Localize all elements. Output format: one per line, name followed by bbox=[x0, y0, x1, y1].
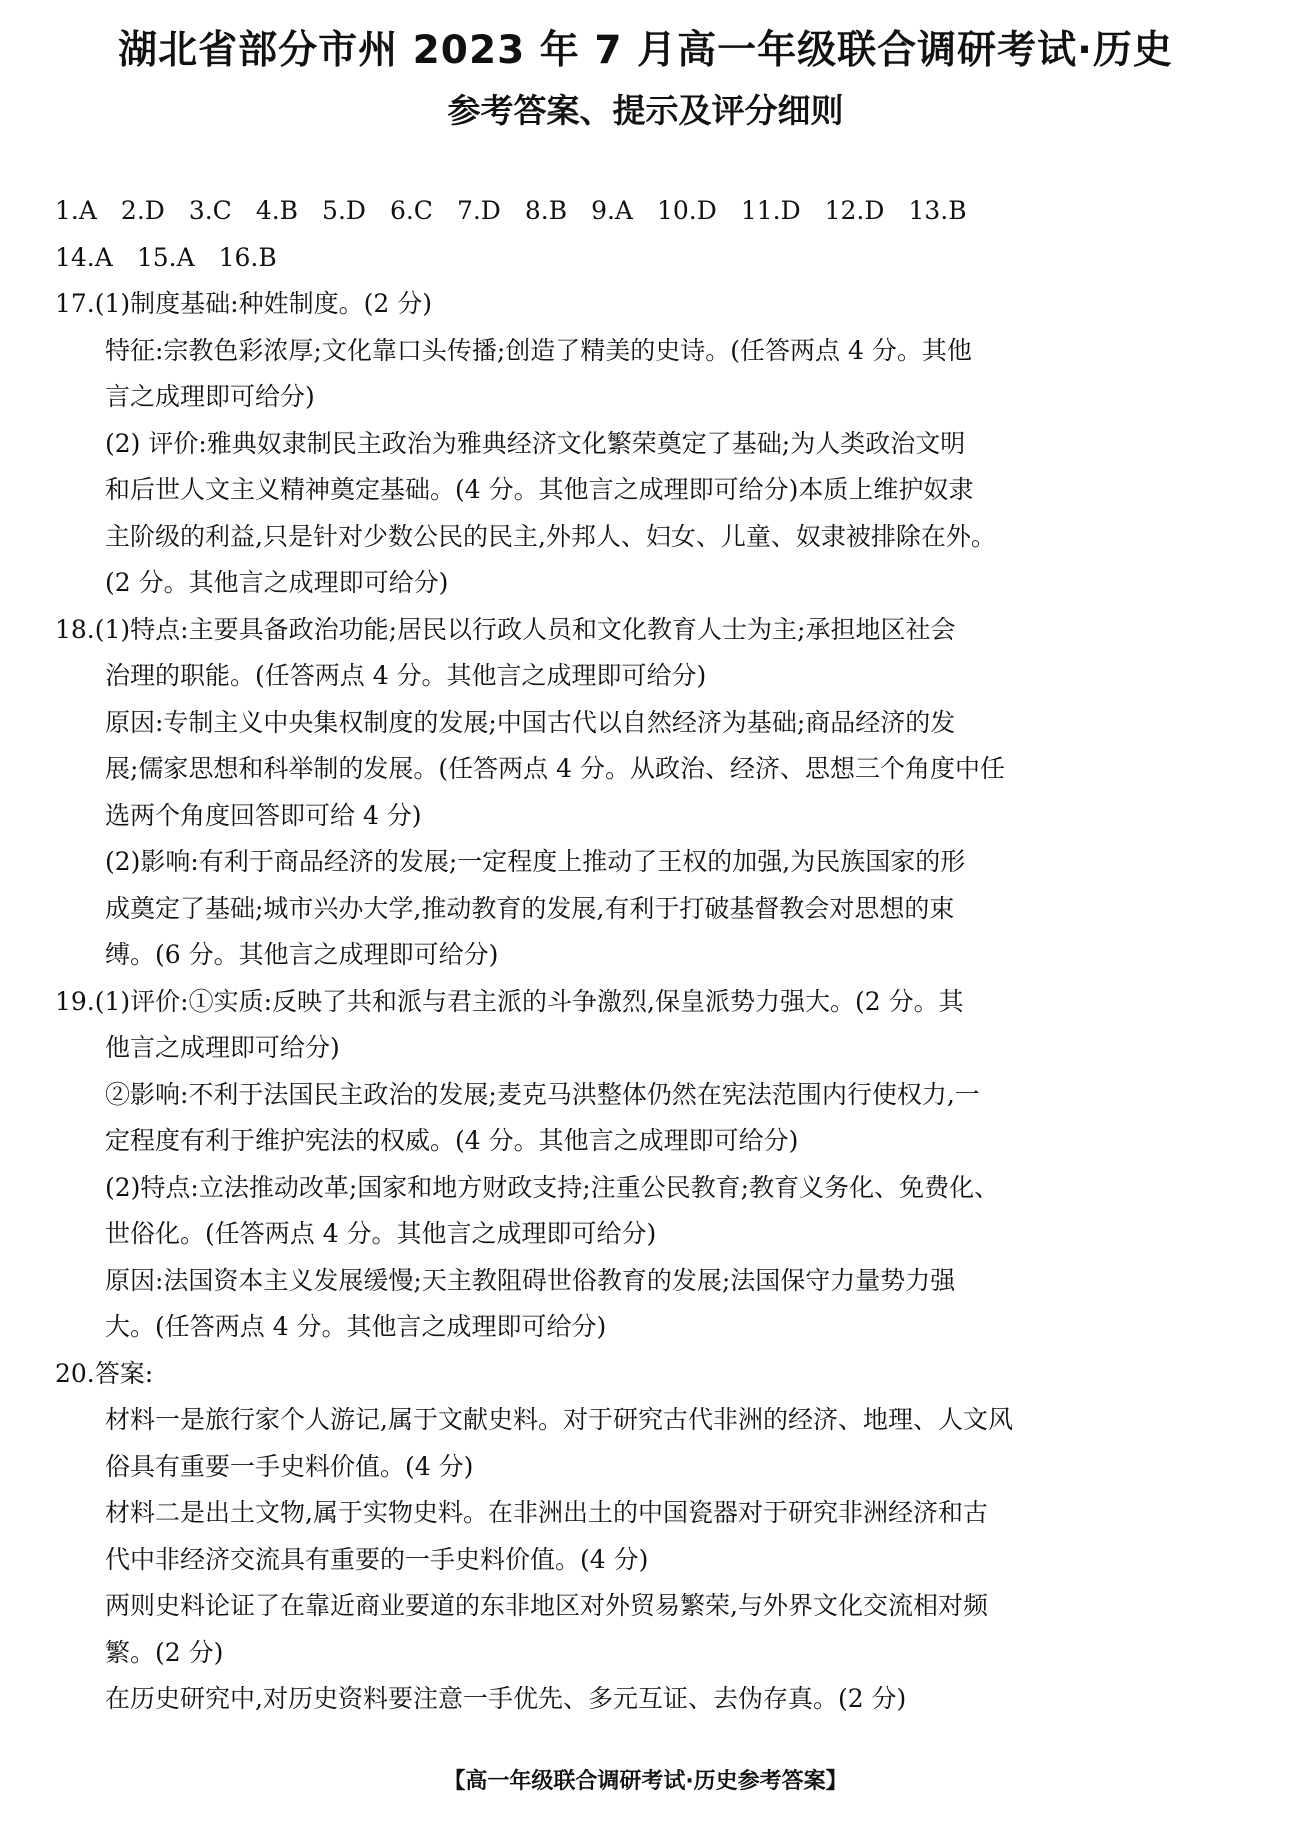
q18-line: 治理的职能。(任答两点 4 分。其他言之成理即可给分) bbox=[105, 661, 707, 690]
q20-line: 繁。(2 分) bbox=[105, 1637, 224, 1667]
q19-line: 定程度有利于维护宪法的权威。(4 分。其他言之成理即可给分) bbox=[105, 1126, 799, 1155]
q19-line: 大。(任答两点 4 分。其他言之成理即可给分) bbox=[105, 1312, 607, 1341]
choice-answer: 9.A bbox=[591, 196, 633, 225]
q20-line: 材料一是旅行家个人游记,属于文献史料。对于研究古代非洲的经济、地理、人文风 bbox=[105, 1405, 1013, 1434]
choice-answer: 8.B bbox=[524, 196, 568, 225]
q19-line: 19.(1)评价:①实质:反映了共和派与君主派的斗争激烈,保皇派势力强大。(2 分。其 bbox=[55, 986, 964, 1016]
q19-line: ②影响:不利于法国民主政治的发展;麦克马洪整体仍然在宪法范围内行使权力,一 bbox=[105, 1079, 980, 1109]
q20-line: 代中非经济交流具有重要的一手史料价值。(4 分) bbox=[105, 1544, 649, 1574]
q19-line: 世俗化。(任答两点 4 分。其他言之成理即可给分) bbox=[105, 1219, 657, 1248]
q17-line: 特征:宗教色彩浓厚;文化靠口头传播;创造了精美的史诗。(任答两点 4 分。其他 bbox=[105, 335, 972, 365]
page-title: 湖北省部分市州 2023 年 7 月高一年级联合调研考试·历史 bbox=[118, 28, 1173, 73]
q17-line: 主阶级的利益,只是针对少数公民的民主,外邦人、妇女、儿童、奴隶被排除在外。 bbox=[105, 521, 996, 551]
q18-line: 展;儒家思想和科举制的发展。(任答两点 4 分。从政治、经济、思想三个角度中任 bbox=[105, 754, 1005, 783]
q20-line: 材料二是出土文物,属于实物史料。在非洲出土的中国瓷器对于研究非洲经济和古 bbox=[105, 1498, 988, 1527]
q18-line: 成奠定了基础;城市兴办大学,推动教育的发展,有利于打破基督教会对思想的束 bbox=[105, 893, 955, 923]
choice-answer: 4.B bbox=[255, 196, 299, 225]
q19-line: 他言之成理即可给分) bbox=[105, 1033, 340, 1062]
choice-answer: 15.A bbox=[136, 242, 195, 272]
page-footer: 【高一年级联合调研考试·历史参考答案】 bbox=[443, 1769, 848, 1794]
choice-answer: 5.D bbox=[322, 196, 366, 225]
q18-line: 选两个角度回答即可给 4 分) bbox=[105, 800, 422, 830]
choice-answer: 12.D bbox=[824, 196, 885, 225]
q20-line: 在历史研究中,对历史资料要注意一手优先、多元互证、去伪存真。(2 分) bbox=[105, 1684, 907, 1713]
q19-line: 原因:法国资本主义发展缓慢;天主教阻碍世俗教育的发展;法国保守力量势力强 bbox=[105, 1265, 956, 1295]
q20-line: 20.答案: bbox=[55, 1358, 154, 1388]
q17-line: 和后世人文主义精神奠定基础。(4 分。其他言之成理即可给分)本质上维护奴隶 bbox=[105, 475, 974, 504]
q20-line: 俗具有重要一手史料价值。(4 分) bbox=[105, 1451, 474, 1481]
choice-answer: 1.A bbox=[55, 196, 97, 225]
q17-line: (2) 评价:雅典奴隶制民主政治为雅典经济文化繁荣奠定了基础;为人类政治文明 bbox=[105, 428, 966, 458]
choice-answers-row-2 bbox=[55, 235, 1240, 282]
q18-line: 原因:专制主义中央集权制度的发展;中国古代以自然经济为基础;商品经济的发 bbox=[105, 707, 956, 737]
answer-body bbox=[55, 188, 1240, 1723]
choice-answer: 3.C bbox=[188, 196, 232, 225]
choice-answers-row-1 bbox=[55, 188, 1240, 235]
page-subtitle: 参考答案、提示及评分细则 bbox=[447, 91, 844, 130]
choice-answer: 2.D bbox=[120, 196, 165, 225]
q18-line: 缚。(6 分。其他言之成理即可给分) bbox=[105, 940, 499, 969]
choice-answer: 14.A bbox=[55, 242, 113, 272]
q17-line: (2 分。其他言之成理即可给分) bbox=[105, 568, 449, 597]
q18-line: (2)影响:有利于商品经济的发展;一定程度上推动了王权的加强,为民族国家的形 bbox=[105, 847, 966, 876]
q17-line: 言之成理即可给分) bbox=[105, 382, 315, 411]
q19-line: (2)特点:立法推动改革;国家和地方财政支持;注重公民教育;教育义务化、免费化、 bbox=[105, 1172, 1000, 1202]
choice-answer: 6.C bbox=[389, 196, 433, 225]
choice-answer: 10.D bbox=[657, 196, 717, 225]
q20-line: 两则史料论证了在靠近商业要道的东非地区对外贸易繁荣,与外界文化交流相对频 bbox=[105, 1591, 988, 1620]
choice-answer: 11.D bbox=[740, 196, 801, 225]
choice-answer: 16.B bbox=[218, 242, 277, 272]
q18-line: 18.(1)特点:主要具备政治功能;居民以行政人员和文化教育人士为主;承担地区社会 bbox=[55, 614, 956, 644]
choice-answer: 7.D bbox=[456, 196, 501, 225]
choice-answer: 13.B bbox=[908, 196, 967, 225]
q17-line: 17.(1)制度基础:种姓制度。(2 分) bbox=[55, 289, 432, 318]
